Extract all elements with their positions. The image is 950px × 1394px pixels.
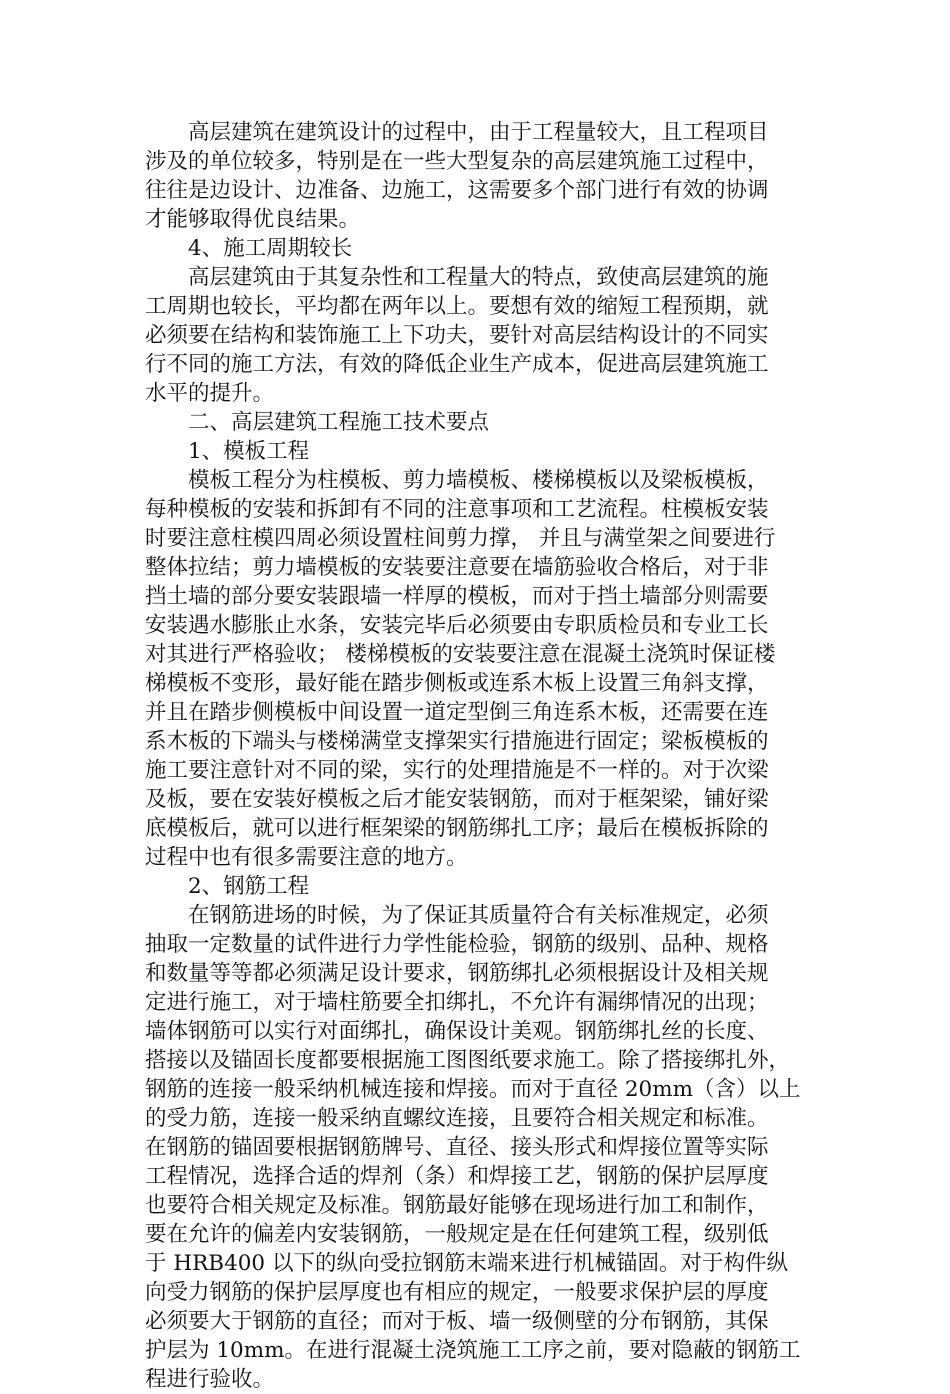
text-line: 行不同的施工方法，有效的降低企业生产成本，促进高层建筑施工 [145, 352, 769, 377]
text-line: 护层为 10mm。在进行混凝土浇筑施工工序之前，要对隐蔽的钢筋工 [145, 1338, 801, 1363]
text-line: 安装遇水膨胀止水条，安装完毕后必须要由专职质检员和专业工长 [145, 613, 769, 638]
text-line: 时要注意柱模四周必须设置柱间剪力撑， 并且与满堂架之间要进行 [145, 526, 776, 551]
text-line: 高层建筑在建筑设计的过程中，由于工程量较大，且工程项目 [188, 120, 769, 145]
text-line: 对其进行严格验收； 楼梯模板的安装要注意在混凝土浇筑时保证楼 [145, 642, 776, 667]
text-line: 2、钢筋工程 [188, 874, 310, 899]
text-line: 和数量等等都必须满足设计要求，钢筋绑扎必须根据设计及相关规 [145, 961, 769, 986]
text-line: 于 HRB400 以下的纵向受拉钢筋末端来进行机械锚固。对于构件纵 [145, 1251, 788, 1276]
text-line: 并且在踏步侧模板中间设置一道定型倒三角连系木板，还需要在连 [145, 700, 769, 725]
text-line: 系木板的下端头与楼梯满堂支撑架实行措施进行固定；梁板模板的 [145, 729, 769, 754]
text-line: 过程中也有很多需要注意的地方。 [145, 845, 468, 870]
text-line: 必须要大于钢筋的直径；而对于板、墙一级侧壁的分布钢筋，其保 [145, 1309, 769, 1334]
text-line: 也要符合相关规定及标准。钢筋最好能够在现场进行加工和制作， [145, 1193, 769, 1218]
text-line: 梯模板不变形，最好能在踏步侧板或连系木板上设置三角斜支撑， [145, 671, 769, 696]
text-line: 底模板后，就可以进行框架梁的钢筋绑扎工序；最后在模板拆除的 [145, 816, 769, 841]
text-line: 抽取一定数量的试件进行力学性能检验，钢筋的级别、品种、规格 [145, 932, 769, 957]
text-line: 涉及的单位较多，特别是在一些大型复杂的高层建筑施工过程中， [145, 149, 769, 174]
text-line: 模板工程分为柱模板、剪力墙模板、楼梯模板以及梁板模板， [188, 468, 769, 493]
text-line: 墙体钢筋可以实行对面绑扎，确保设计美观。钢筋绑扎丝的长度、 [145, 1019, 769, 1044]
text-line: 施工要注意针对不同的梁，实行的处理措施是不一样的。对于次梁 [145, 758, 769, 783]
text-line: 要在允许的偏差内安装钢筋，一般规定是在任何建筑工程，级别低 [145, 1222, 769, 1247]
text-line: 工周期也较长，平均都在两年以上。要想有效的缩短工程预期，就 [145, 294, 769, 319]
text-line: 及板，要在安装好模板之后才能安装钢筋，而对于框架梁，铺好梁 [145, 787, 769, 812]
text-line: 必须要在结构和装饰施工上下功夫，要针对高层结构设计的不同实 [145, 323, 769, 348]
text-line: 工程情况，选择合适的焊剂（条）和焊接工艺，钢筋的保护层厚度 [145, 1164, 769, 1189]
text-line: 向受力钢筋的保护层厚度也有相应的规定，一般要求保护层的厚度 [145, 1280, 769, 1305]
text-line: 4、施工周期较长 [188, 236, 353, 261]
text-line: 定进行施工，对于墙柱筋要全扣绑扎，不允许有漏绑情况的出现； [145, 990, 769, 1015]
text-line: 每种模板的安装和拆卸有不同的注意事项和工艺流程。柱模板安装 [145, 497, 769, 522]
text-line: 水平的提升。 [145, 381, 275, 406]
text-line: 往往是边设计、边准备、边施工，这需要多个部门进行有效的协调 [145, 178, 769, 203]
text-line: 在钢筋进场的时候，为了保证其质量符合有关标准规定，必须 [188, 903, 769, 928]
text-line: 挡土墙的部分要安装跟墙一样厚的模板，而对于挡土墙部分则需要 [145, 584, 769, 609]
text-line: 程进行验收。 [145, 1367, 275, 1392]
text-line: 的受力筋，连接一般采纳直螺纹连接，且要符合相关规定和标准。 [145, 1106, 769, 1131]
text-line: 钢筋的连接一般采纳机械连接和焊接。而对于直径 20mm（含）以上 [145, 1077, 801, 1102]
text-line: 在钢筋的锚固要根据钢筋牌号、直径、接头形式和焊接位置等实际 [145, 1135, 769, 1160]
text-line: 才能够取得优良结果。 [145, 207, 361, 232]
text-line: 二、高层建筑工程施工技术要点 [188, 410, 490, 435]
text-line: 搭接以及锚固长度都要根据施工图图纸要求施工。除了搭接绑扎外， [145, 1048, 791, 1073]
text-line: 高层建筑由于其复杂性和工程量大的特点，致使高层建筑的施 [188, 265, 769, 290]
text-line: 1、模板工程 [188, 439, 310, 464]
text-line: 整体拉结；剪力墙模板的安装要注意要在墙筋验收合格后，对于非 [145, 555, 769, 580]
document-page [145, 118, 805, 1394]
